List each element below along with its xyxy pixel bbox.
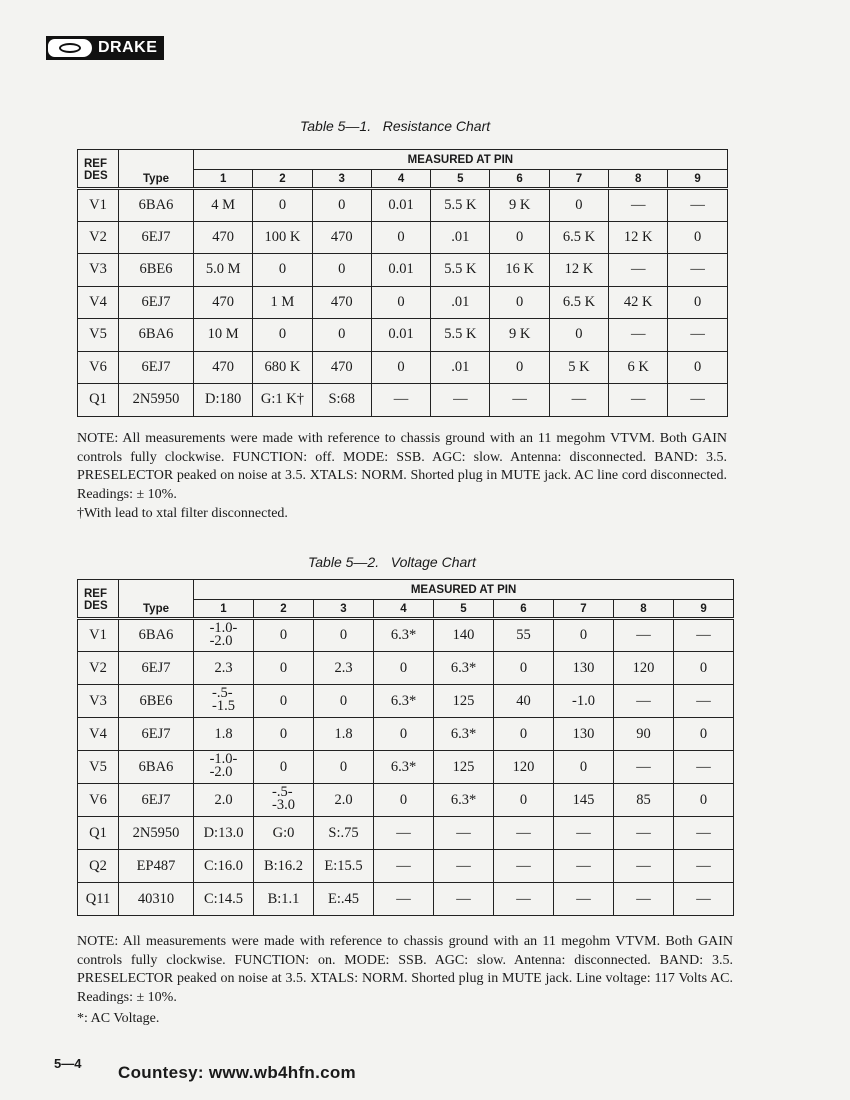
pin-value-cell: .01 [431, 221, 490, 254]
table-row [78, 850, 734, 883]
pin-value-cell: S:.75 [314, 817, 374, 850]
pin-value-cell: -1.0- -2.0 [194, 751, 254, 784]
pin-value-cell: 0 [253, 319, 312, 352]
pin-value-cell: 6.3* [434, 784, 494, 817]
pin-value-cell: — [494, 817, 554, 850]
pin-value-cell: 6.5 K [549, 286, 608, 319]
pin-value-cell: 0 [490, 286, 549, 319]
pin-value-cell: 0.01 [371, 319, 430, 352]
pin-value-cell: — [668, 189, 727, 222]
pin-header: 7 [554, 600, 614, 619]
des-header: DES [78, 170, 119, 189]
drake-logo [46, 36, 164, 60]
pin-header: 8 [609, 170, 668, 189]
pin-value-cell: 0 [314, 751, 374, 784]
pin-value-cell: 6.3* [374, 685, 434, 718]
pin-value-cell: S:68 [312, 384, 371, 417]
pin-value-cell: 6.3* [374, 751, 434, 784]
pin-value-cell: 130 [554, 718, 614, 751]
type-cell: 2N5950 [119, 817, 194, 850]
pin-value-cell: B:16.2 [254, 850, 314, 883]
pin-value-cell: 0 [674, 784, 734, 817]
pin-value-cell: -1.0 [554, 685, 614, 718]
pin-value-cell: — [674, 685, 734, 718]
ref-des-cell: V1 [78, 619, 119, 652]
pin-header: 9 [674, 600, 734, 619]
pin-value-cell: 125 [434, 685, 494, 718]
pin-value-cell: — [554, 850, 614, 883]
pin-value-cell: — [668, 319, 727, 352]
type-cell: EP487 [119, 850, 194, 883]
pin-value-cell: 0 [254, 685, 314, 718]
pin-value-cell: 4 M [194, 189, 253, 222]
pin-value-cell: 470 [312, 221, 371, 254]
table-row [78, 685, 734, 718]
pin-value-cell: -.5- -1.5 [194, 685, 254, 718]
pin-value-cell: 1.8 [314, 718, 374, 751]
pin-value-cell: 6.5 K [549, 221, 608, 254]
pin-value-cell: 2.3 [314, 652, 374, 685]
pin-value-cell: 0 [554, 751, 614, 784]
pin-value-cell: 0 [554, 619, 614, 652]
pin-value-cell: 120 [494, 751, 554, 784]
type-header: Type [119, 170, 194, 189]
pin-value-cell: 0 [668, 351, 727, 384]
pin-value-cell: 125 [434, 751, 494, 784]
pin-header: 7 [549, 170, 608, 189]
pin-value-cell: 680 K [253, 351, 312, 384]
pin-value-cell: 0 [549, 189, 608, 222]
ref-header: REF [78, 150, 119, 170]
pin-value-cell: — [674, 751, 734, 784]
type-header-spacer [119, 150, 194, 170]
pin-header: 4 [374, 600, 434, 619]
pin-value-cell: B:1.1 [254, 883, 314, 916]
pin-value-cell: 2.0 [314, 784, 374, 817]
table-row [78, 384, 728, 417]
pin-value-cell: — [609, 384, 668, 417]
pin-value-cell: — [674, 619, 734, 652]
pin-value-cell: 85 [614, 784, 674, 817]
pin-value-cell: 0 [494, 784, 554, 817]
pin-value-cell: E:15.5 [314, 850, 374, 883]
type-cell: 6BA6 [119, 751, 194, 784]
pin-value-cell: 0 [253, 254, 312, 287]
pin-value-cell: 1 M [253, 286, 312, 319]
table-row [78, 351, 728, 384]
ref-des-cell: V1 [78, 189, 119, 222]
ref-des-cell: V6 [78, 351, 119, 384]
courtesy-credit: Countesy: www.wb4hfn.com [118, 1063, 356, 1082]
pin-value-cell: 470 [194, 221, 253, 254]
type-cell: 6EJ7 [119, 221, 194, 254]
des-header: DES [78, 600, 119, 619]
pin-header: 5 [431, 170, 490, 189]
pin-value-cell: G:0 [254, 817, 314, 850]
pin-value-cell: — [668, 384, 727, 417]
pin-value-cell: 0 [674, 652, 734, 685]
pin-value-cell: 12 K [549, 254, 608, 287]
table-row [78, 221, 728, 254]
pin-header: 8 [614, 600, 674, 619]
pin-value-cell: 0 [374, 718, 434, 751]
ref-des-cell: V2 [78, 652, 119, 685]
pin-header: 5 [434, 600, 494, 619]
pin-value-cell: — [614, 751, 674, 784]
table-row [78, 883, 734, 916]
pin-value-cell: — [554, 883, 614, 916]
type-cell: 6EJ7 [119, 784, 194, 817]
resistance-chart-table [77, 149, 728, 417]
pin-value-cell: 40 [494, 685, 554, 718]
pin-header: 6 [490, 170, 549, 189]
pin-value-cell: 0 [314, 619, 374, 652]
pin-value-cell: 90 [614, 718, 674, 751]
pin-value-cell: 5.0 M [194, 254, 253, 287]
pin-value-cell: D:13.0 [194, 817, 254, 850]
pin-value-cell: 0 [312, 319, 371, 352]
pin-header: 3 [314, 600, 374, 619]
type-cell: 6EJ7 [119, 652, 194, 685]
pin-value-cell: 2.0 [194, 784, 254, 817]
pin-value-cell: .01 [431, 286, 490, 319]
pin-value-cell: 0 [371, 221, 430, 254]
measured-at-pin-header: MEASURED AT PIN [194, 150, 728, 170]
pin-value-cell: — [609, 254, 668, 287]
ref-des-cell: V6 [78, 784, 119, 817]
pin-value-cell: 0 [490, 351, 549, 384]
pin-value-cell: 0 [371, 351, 430, 384]
pin-header: 3 [312, 170, 371, 189]
pin-value-cell: — [374, 883, 434, 916]
pin-value-cell: 0 [253, 189, 312, 222]
pin-value-cell: — [434, 850, 494, 883]
pin-value-cell: C:16.0 [194, 850, 254, 883]
pin-value-cell: — [434, 817, 494, 850]
pin-value-cell: 0.01 [371, 189, 430, 222]
pin-value-cell: 0 [254, 652, 314, 685]
ref-des-cell: Q1 [78, 817, 119, 850]
pin-value-cell: — [609, 189, 668, 222]
pin-value-cell: 140 [434, 619, 494, 652]
pin-value-cell: -.5- -3.0 [254, 784, 314, 817]
ref-header: REF [78, 580, 119, 600]
table-row [78, 619, 734, 652]
brand-name: DRAKE [98, 39, 158, 56]
type-cell: 6EJ7 [119, 718, 194, 751]
pin-value-cell: 0 [314, 685, 374, 718]
pin-header: 6 [494, 600, 554, 619]
type-cell: 2N5950 [119, 384, 194, 417]
pin-value-cell: 9 K [490, 189, 549, 222]
table-note: NOTE: All measurements were made with reference to chassis ground with an 11 megohm VTVM. Both GAIN controls fully clockwise. FUNCTION: on. MODE: SSB. AGC: slow. Antenna: disconnected. BAND: 3.5. PRESELECTOR peaked on noise at 3.5. XTALS: NORM. Shorted plug in MUTE jack. Line voltage: 117 Volts AC. Readings: ± 10%. [77, 934, 733, 1005]
pin-header: 1 [194, 170, 253, 189]
type-cell: 6BE6 [119, 254, 194, 287]
table-row [78, 652, 734, 685]
pin-value-cell: 16 K [490, 254, 549, 287]
pin-value-cell: — [614, 850, 674, 883]
pin-value-cell: 0 [549, 319, 608, 352]
table-row [78, 718, 734, 751]
type-cell: 6BA6 [119, 619, 194, 652]
pin-value-cell: 0 [674, 718, 734, 751]
type-cell: 6EJ7 [119, 286, 194, 319]
pin-value-cell: — [494, 883, 554, 916]
pin-value-cell: — [371, 384, 430, 417]
table-row [78, 319, 728, 352]
pin-value-cell: — [668, 254, 727, 287]
ref-des-cell: V5 [78, 319, 119, 352]
table-row [78, 784, 734, 817]
pin-value-cell: — [549, 384, 608, 417]
ref-des-cell: Q11 [78, 883, 119, 916]
pin-header: 9 [668, 170, 727, 189]
pin-value-cell: 0.01 [371, 254, 430, 287]
type-cell: 40310 [119, 883, 194, 916]
pin-value-cell: 0 [668, 221, 727, 254]
pin-value-cell: 10 M [194, 319, 253, 352]
table-footnote: *: AC Voltage. [77, 1011, 160, 1026]
pin-value-cell: E:.45 [314, 883, 374, 916]
table-caption: Table 5—1. Resistance Chart [300, 118, 491, 134]
ref-des-cell: Q2 [78, 850, 119, 883]
type-cell: 6BA6 [119, 189, 194, 222]
pin-value-cell: .01 [431, 351, 490, 384]
page-number: 5—4 [54, 1056, 82, 1071]
pin-value-cell: 42 K [609, 286, 668, 319]
drake-emblem-icon [48, 39, 92, 57]
ref-des-cell: V3 [78, 685, 119, 718]
pin-value-cell: — [494, 850, 554, 883]
pin-value-cell: 12 K [609, 221, 668, 254]
type-header: Type [119, 600, 194, 619]
pin-header: 1 [194, 600, 254, 619]
ref-des-cell: V4 [78, 286, 119, 319]
pin-value-cell: — [614, 883, 674, 916]
pin-value-cell: 6.3* [434, 652, 494, 685]
pin-value-cell: C:14.5 [194, 883, 254, 916]
type-header-spacer [119, 580, 194, 600]
table-caption: Table 5—2. Voltage Chart [308, 554, 476, 570]
ref-des-cell: V4 [78, 718, 119, 751]
table-row [78, 751, 734, 784]
pin-value-cell: 0 [371, 286, 430, 319]
pin-value-cell: 100 K [253, 221, 312, 254]
type-cell: 6BE6 [119, 685, 194, 718]
pin-value-cell: 0 [254, 619, 314, 652]
pin-value-cell: 470 [194, 351, 253, 384]
pin-value-cell: 0 [374, 652, 434, 685]
pin-value-cell: 2.3 [194, 652, 254, 685]
voltage-chart-table [77, 579, 734, 916]
type-cell: 6BA6 [119, 319, 194, 352]
pin-value-cell: 5.5 K [431, 189, 490, 222]
pin-value-cell: 0 [254, 751, 314, 784]
pin-value-cell: — [674, 817, 734, 850]
ref-des-cell: V5 [78, 751, 119, 784]
table-row [78, 286, 728, 319]
pin-value-cell: — [674, 883, 734, 916]
pin-value-cell: — [431, 384, 490, 417]
pin-value-cell: 0 [374, 784, 434, 817]
pin-value-cell: 5 K [549, 351, 608, 384]
pin-value-cell: 5.5 K [431, 254, 490, 287]
ref-des-cell: V3 [78, 254, 119, 287]
pin-value-cell: 6.3* [434, 718, 494, 751]
pin-value-cell: — [614, 685, 674, 718]
pin-value-cell: 55 [494, 619, 554, 652]
measured-at-pin-header: MEASURED AT PIN [194, 580, 734, 600]
pin-value-cell: 0 [254, 718, 314, 751]
pin-value-cell: 470 [194, 286, 253, 319]
type-cell: 6EJ7 [119, 351, 194, 384]
pin-value-cell: 145 [554, 784, 614, 817]
pin-header: 4 [371, 170, 430, 189]
pin-value-cell: — [614, 619, 674, 652]
pin-value-cell: 0 [490, 221, 549, 254]
table-note: NOTE: All measurements were made with reference to chassis ground with an 11 megohm VTVM. Both GAIN controls fully clockwise. FUNCTION: off. MODE: SSB. AGC: slow. Antenna: disconnected. BAND: 3.5. PRESELECTOR peaked on noise at 3.5. XTALS: NORM. Shorted plug in MUTE jack. AC line cord disconnected. Readings: ± 10%. [77, 431, 727, 502]
table-row [78, 254, 728, 287]
pin-value-cell: 0 [494, 652, 554, 685]
pin-value-cell: — [434, 883, 494, 916]
pin-value-cell: 1.8 [194, 718, 254, 751]
pin-value-cell: 0 [312, 189, 371, 222]
ref-des-cell: V2 [78, 221, 119, 254]
pin-value-cell: 6.3* [374, 619, 434, 652]
pin-value-cell: — [374, 817, 434, 850]
pin-header: 2 [253, 170, 312, 189]
pin-value-cell: 5.5 K [431, 319, 490, 352]
pin-value-cell: — [614, 817, 674, 850]
pin-value-cell: 6 K [609, 351, 668, 384]
pin-value-cell: — [554, 817, 614, 850]
pin-value-cell: — [490, 384, 549, 417]
pin-value-cell: 120 [614, 652, 674, 685]
table-row [78, 817, 734, 850]
pin-value-cell: 9 K [490, 319, 549, 352]
pin-value-cell: — [674, 850, 734, 883]
pin-value-cell: 0 [668, 286, 727, 319]
pin-value-cell: D:180 [194, 384, 253, 417]
pin-value-cell: -1.0- -2.0 [194, 619, 254, 652]
pin-header: 2 [254, 600, 314, 619]
pin-value-cell: 0 [312, 254, 371, 287]
pin-value-cell: 130 [554, 652, 614, 685]
pin-value-cell: G:1 K† [253, 384, 312, 417]
ref-des-cell: Q1 [78, 384, 119, 417]
table-row [78, 189, 728, 222]
table-footnote: †With lead to xtal filter disconnected. [77, 506, 288, 521]
pin-value-cell: 0 [494, 718, 554, 751]
pin-value-cell: — [609, 319, 668, 352]
pin-value-cell: 470 [312, 286, 371, 319]
pin-value-cell: 470 [312, 351, 371, 384]
pin-value-cell: — [374, 850, 434, 883]
